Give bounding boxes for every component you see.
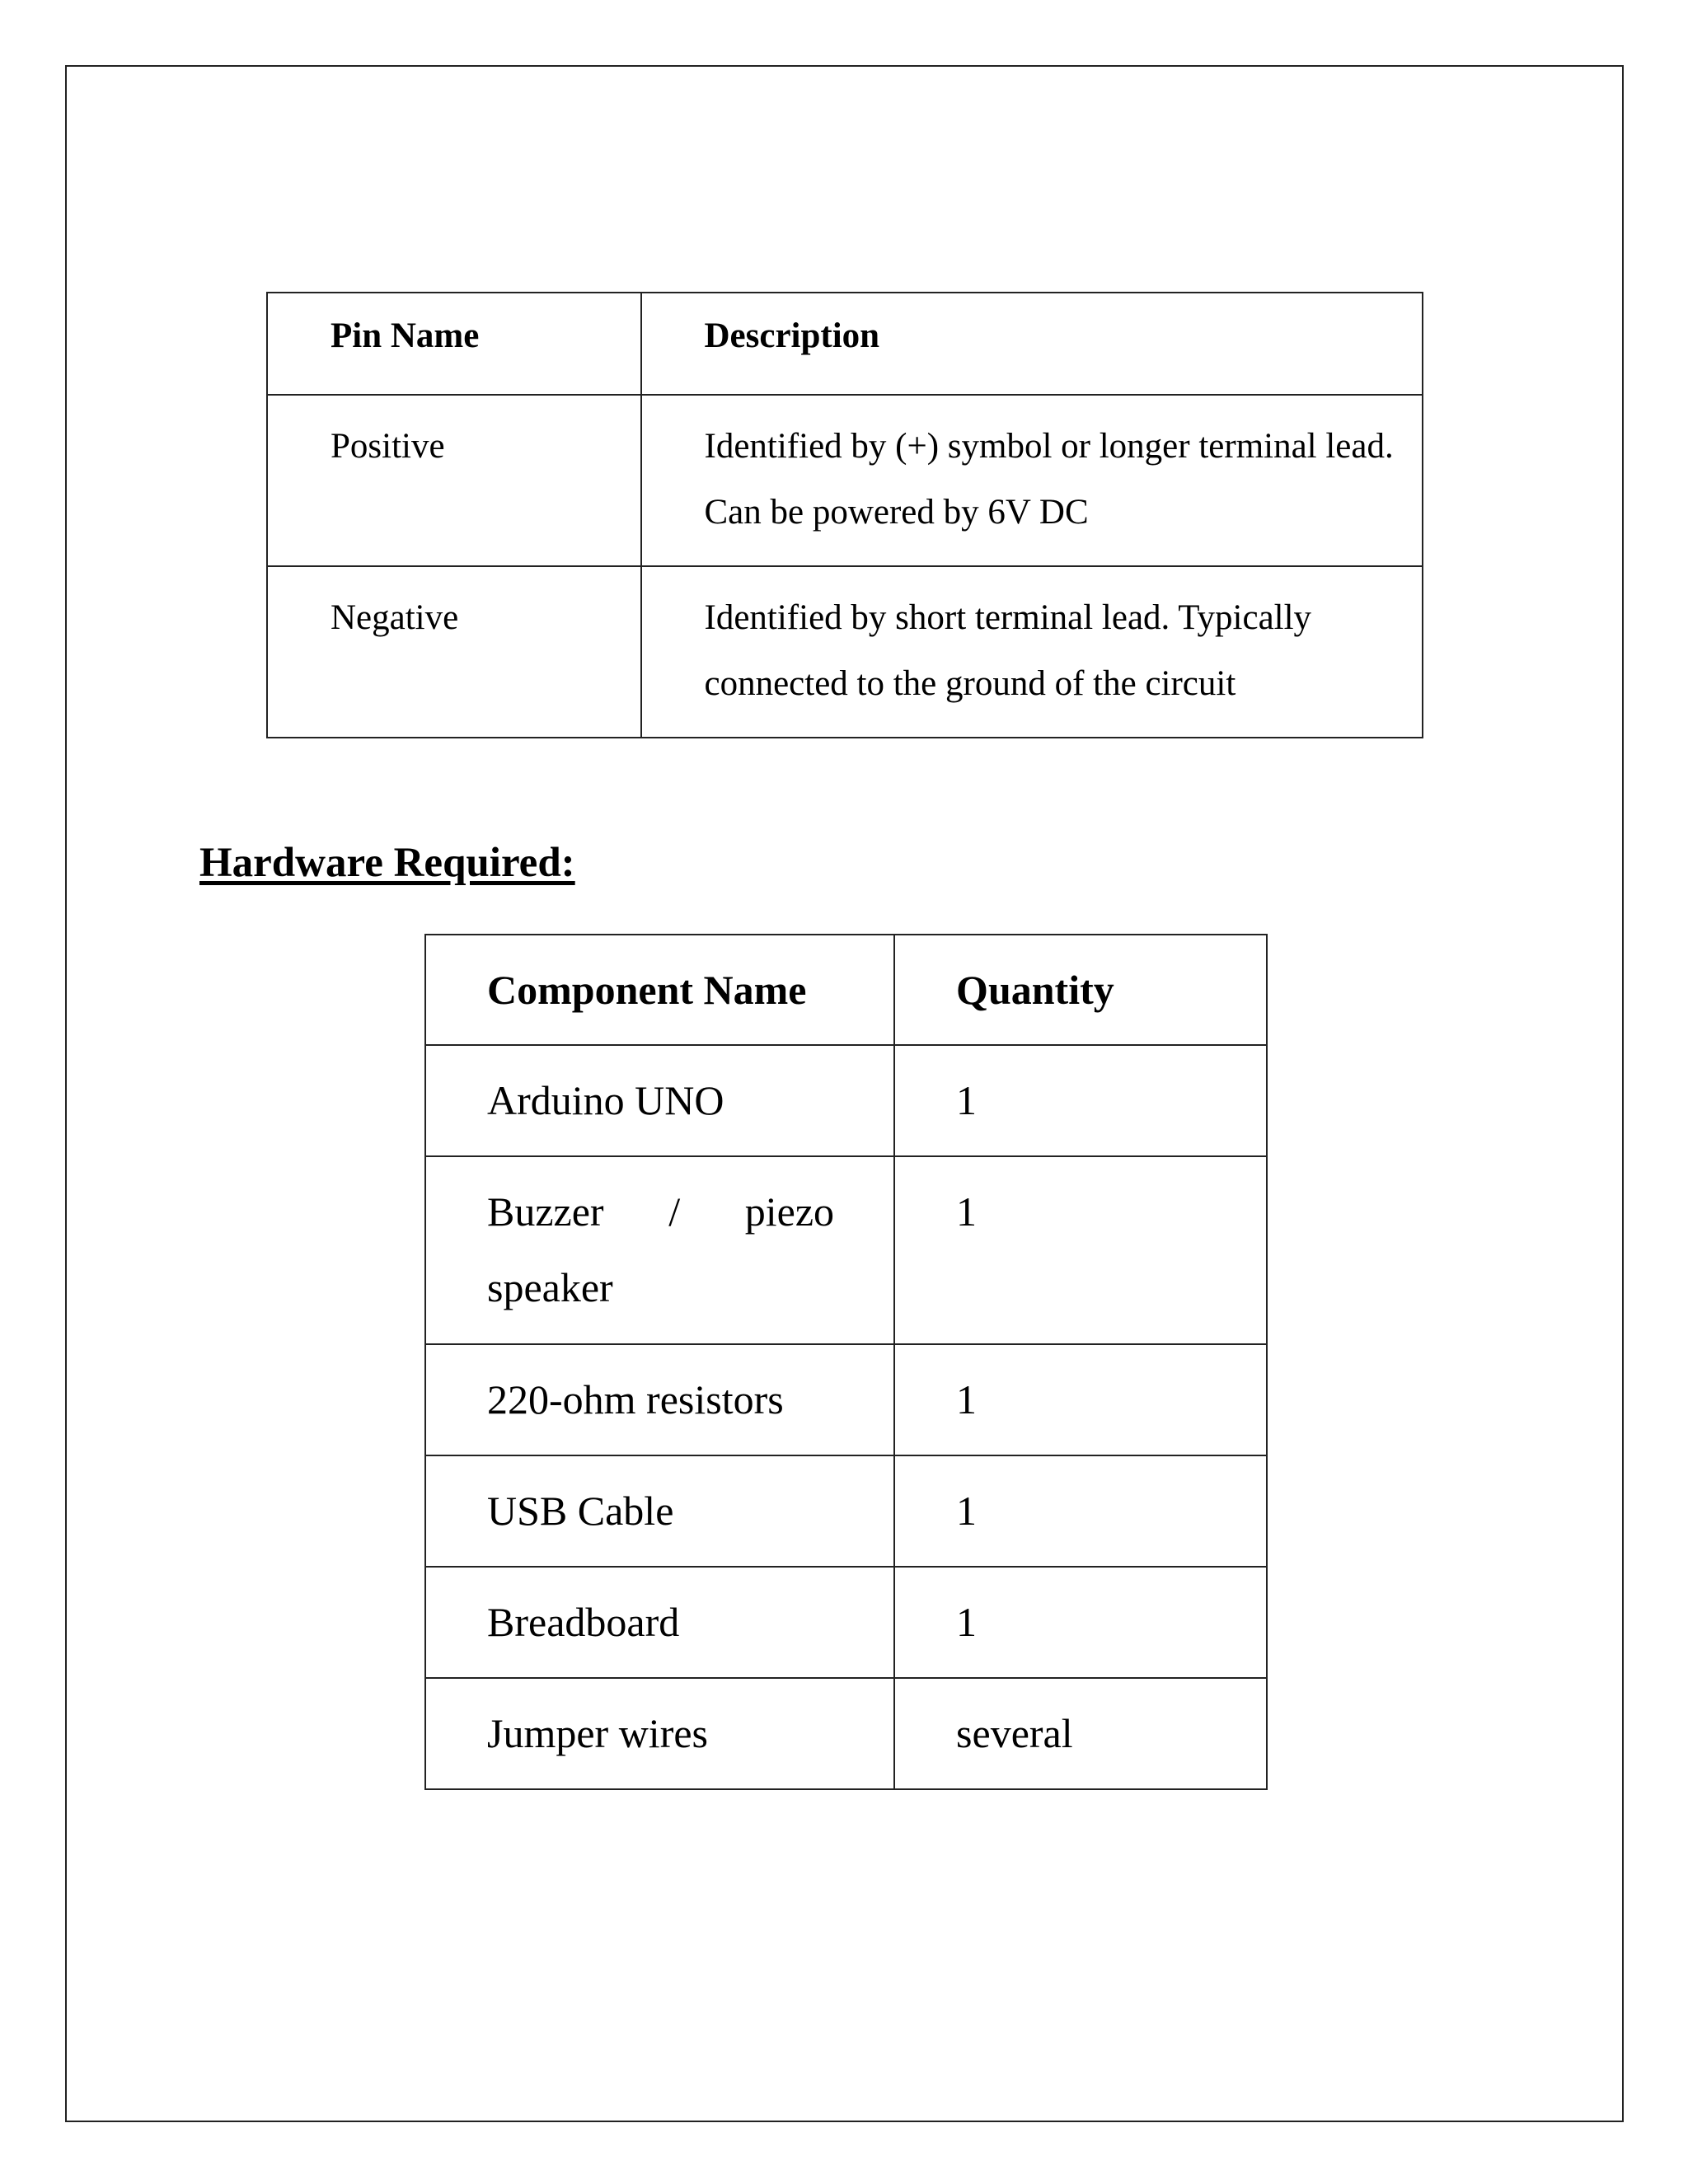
quantity-cell: 1 (894, 1156, 1267, 1344)
component-name-word: piezo (744, 1188, 835, 1235)
pin-description-cell: Identified by (+) symbol or longer terminal lead. Can be powered by 6V DC (641, 395, 1423, 566)
table-row (425, 1156, 1267, 1344)
table-header-row (267, 293, 1423, 395)
quantity-cell: 1 (894, 1344, 1267, 1455)
component-name-line: speaker (487, 1264, 613, 1310)
table-row (267, 566, 1423, 738)
component-name-cell: 220-ohm resistors (425, 1344, 894, 1455)
header-pin-name: Pin Name (267, 293, 641, 395)
quantity-cell: 1 (894, 1455, 1267, 1567)
table-row (425, 1344, 1267, 1455)
component-name-line (487, 1174, 834, 1249)
component-name-cell (425, 1156, 894, 1344)
table-row (425, 1455, 1267, 1567)
table-row (425, 1567, 1267, 1678)
component-name-cell: Arduino UNO (425, 1045, 894, 1156)
hardware-required-heading: Hardware Required: (199, 840, 575, 886)
header-description: Description (641, 293, 1423, 395)
table-row (267, 395, 1423, 566)
component-name-cell: USB Cable (425, 1455, 894, 1567)
table-header-row (425, 935, 1267, 1045)
quantity-cell: several (894, 1678, 1267, 1789)
hardware-component-table (424, 934, 1268, 1790)
pin-description-table (266, 292, 1423, 738)
component-name-word: / (668, 1188, 681, 1235)
pin-name-cell: Positive (267, 395, 641, 566)
header-quantity: Quantity (894, 935, 1267, 1045)
quantity-cell: 1 (894, 1567, 1267, 1678)
component-name-word: Buzzer (487, 1188, 604, 1235)
table-row (425, 1045, 1267, 1156)
component-name-cell: Breadboard (425, 1567, 894, 1678)
pin-description-cell: Identified by short terminal lead. Typically connected to the ground of the circuit (641, 566, 1423, 738)
header-component-name: Component Name (425, 935, 894, 1045)
quantity-cell: 1 (894, 1045, 1267, 1156)
pin-name-cell: Negative (267, 566, 641, 738)
component-name-cell: Jumper wires (425, 1678, 894, 1789)
table-row (425, 1678, 1267, 1789)
